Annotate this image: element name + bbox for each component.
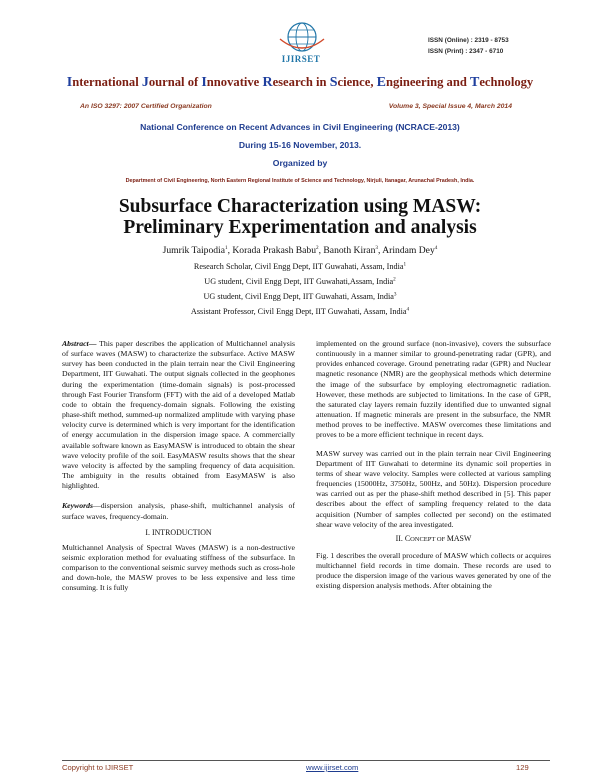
author: Arindam Dey$^4$ bbox=[382, 244, 438, 256]
affiliation: Research Scholar, Civil Engg Dept, IIT Guwahati, Assam, India$^1$ bbox=[193, 261, 407, 271]
issn-block bbox=[428, 35, 509, 57]
paper-title-line-1: Subsurface Characterization using MASW: bbox=[118, 196, 482, 217]
introduction-text: Multichannel Analysis of Spectral Waves (MASW) is a non-destructive seismic exploration method for evaluating stiffness of the subsurface. In comparison to the conventional seismic survey methods such as cross-hole and down-hole, the MASW proves to be less expensive and less time consuming. It is fully bbox=[62, 542, 295, 593]
journal-word: Engineering and bbox=[376, 75, 470, 90]
page-number: 129 bbox=[516, 763, 529, 772]
page-footer bbox=[62, 763, 550, 772]
organized-by: Organized by bbox=[272, 158, 328, 168]
journal-word: Innovative bbox=[201, 75, 263, 90]
journal-word: Research in bbox=[262, 75, 330, 90]
footer-copyright: Copyright to IJIRSET bbox=[62, 763, 134, 772]
footer-website-link[interactable]: www.ijirset.com bbox=[306, 763, 359, 772]
paragraph: Fig. 1 describes the overall procedure of MASW which collects or acquires multichannel field records in time domain. These records are used to produce the dispersion image of the various waves generated by one of the existing dispersion analysis methods. After obtaining the bbox=[316, 550, 551, 591]
journal-word: International bbox=[66, 75, 142, 90]
logo-text: IJIRSET bbox=[281, 54, 321, 64]
keywords: Keywords—dispersion analysis, phase-shift, multichannel analysis of surface waves, frequency-domain. bbox=[62, 501, 295, 521]
author: Korada Prakash Babu$^2$ bbox=[232, 244, 319, 256]
paragraph: MASW survey was carried out in the plain terrain near Civil Engineering Department of IIT Guwahati to determine its dynamic soil properties in terms of shear wave velocity. Samples were collected at various sampling frequencies (15000Hz, 3750Hz, 500Hz, and 50Hz). Dispersion procedure was carried out as per the phase-shift method described in [5]. This paper describes about the effect of sampling frequency related to the data acquisition (Number of samples collected per second) on the estimated shear wave velocity of the area investigated. bbox=[316, 448, 551, 529]
iso-certification: An ISO 3297: 2007 Certified Organization bbox=[80, 103, 212, 110]
author: Banoth Kiran$^3$ bbox=[323, 244, 378, 256]
section-heading-introduction: I. INTRODUCTION bbox=[145, 527, 212, 537]
left-column bbox=[62, 339, 295, 594]
affiliation: UG student, Civil Engg Dept, IIT Guwahati,Assam, India$^2$ bbox=[204, 276, 396, 286]
footer-divider bbox=[62, 760, 550, 761]
right-column bbox=[316, 339, 551, 592]
paper-title bbox=[0, 196, 600, 238]
paragraph: implemented on the ground surface (non-invasive), covers the subsurface continuously in a manner similar to ground-penetrating radar (GPR), and provides enhanced coverage. Ground penetrating radar (GPR) and Nuclear magnetic resonance (NMR) are the geophysical methods which determine the image of the subsurface by employing electromagnetic radiation. However, these methods are subjected to limitations. In the case of GPR, the saturated clay layers remain fuzzily identified due to unwanted signal attenuation. If magnetic minerals are present in the subsurface, the NMR method proves to be ineffective. MASW overcomes these limitations and proves to be a more efficient technique in recent days. bbox=[316, 339, 551, 440]
conference-dates: During 15-16 November, 2013. bbox=[238, 140, 362, 150]
paper-title-line-2: Preliminary Experimentation and analysis bbox=[123, 217, 477, 238]
affiliation: UG student, Civil Engg Dept, IIT Guwahati, Assam, India$^3$ bbox=[203, 291, 397, 301]
abstract: Abstract— This paper describes the application of Multichannel analysis of surface waves (MASW) to characterize the subsurface. Active MASW survey has been conducted in the plain terrain near the Civil Engineering Department, IIT Guwahati. The output signals collected in the geophones during the experimentation (time-domain signals) is post-processed through Fast Fourier Transform (FFT) with the aid of a developed Matlab code to obtain the frequency-domain signals. Following the existing phase-shift method, summed-up normalized amplitude with varying phase velocity curve is determined which is very important for the identification of energy accumulation in the dispersion image space. A commercially available software known as EasyMASW is introduced to obtain the shear wave velocity profile of the soil. EasyMASW results shows that the shear wave velocity is affected by the sampling frequency of data acquisition. The ambiguity in the results obtained from EasyMASW is also highlighted. bbox=[62, 339, 295, 491]
iso-volume-line bbox=[80, 103, 512, 110]
journal-word: Technology bbox=[470, 75, 534, 90]
affiliation: Assistant Professor, Civil Engg Dept, IIT Guwahati, Assam, India$^4$ bbox=[190, 306, 410, 316]
volume-info: Volume 3, Special Issue 4, March 2014 bbox=[388, 103, 512, 110]
issn-online: ISSN (Online) : 2319 - 8753 bbox=[428, 37, 509, 44]
section-heading-concept: II. CONCEPT OF MASW bbox=[395, 533, 472, 543]
organizing-department: Department of Civil Engineering, North Eastern Regional Institute of Science and Technology, Nirjuli, Itanagar, Arunachal Pradesh, India. bbox=[125, 178, 475, 184]
journal-word: Science, bbox=[329, 75, 377, 90]
conference-title: National Conference on Recent Advances in Civil Engineering (NCRACE-2013) bbox=[140, 122, 460, 132]
issn-print: ISSN (Print) : 2347 - 6710 bbox=[428, 48, 504, 55]
author-list: Jumrik Taipodia$^1$, Korada Prakash Babu$^2$, Banoth Kiran$^3$, Arindam Dey$^4$ bbox=[162, 244, 438, 256]
author: Jumrik Taipodia$^1$ bbox=[162, 244, 228, 256]
journal-name bbox=[0, 75, 600, 91]
journal-word: Journal of bbox=[141, 75, 202, 90]
